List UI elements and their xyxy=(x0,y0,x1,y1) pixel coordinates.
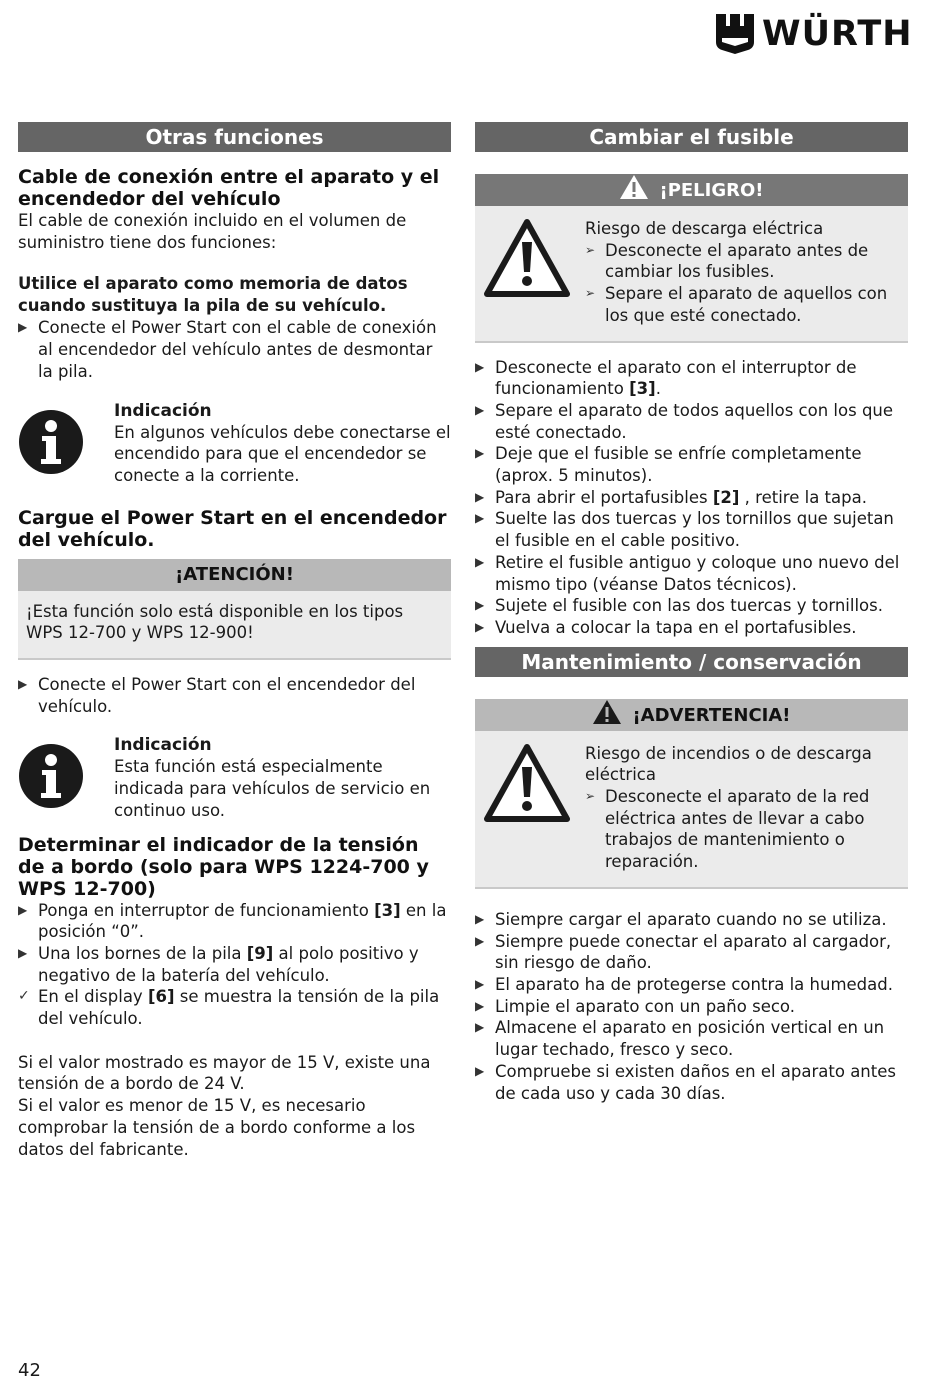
list-item: ✓ En el display [6] se muestra la tensión de la pila del vehículo. xyxy=(18,987,440,1029)
bullet-triangle-icon: ▶ xyxy=(475,489,485,504)
info-icon xyxy=(18,409,84,475)
list-item: ▶ Conecte el Power Start con el encendedor del vehículo. xyxy=(18,675,416,716)
page-number: 42 xyxy=(18,1360,41,1381)
bullet-triangle-icon: ▶ xyxy=(18,677,28,692)
heading-cargue: Cargue el Power Start en el encendedor del vehículo. xyxy=(18,506,447,551)
step-list-mantenimiento xyxy=(475,909,908,1104)
right-column xyxy=(475,122,908,1104)
list-item: ▶ Siempre cargar el aparato cuando no se utiliza. xyxy=(475,909,887,929)
bullet-triangle-icon: ▶ xyxy=(475,911,485,926)
list-item: ▶ Sujete el fusible con las dos tuercas y tornillos. xyxy=(475,596,883,616)
note-title: Indicación xyxy=(114,400,212,421)
intro-text: El cable de conexión incluido en el volumen de suministro tiene dos funciones: xyxy=(18,211,407,252)
note-text: En algunos vehículos debe conectarse el encendido para que el encendedor se conecte a la corriente. xyxy=(114,422,451,485)
warning-triangle-icon xyxy=(483,743,571,823)
bullet-triangle-icon: ▶ xyxy=(475,619,485,634)
warning-lead: Riesgo de incendios o de descarga eléctrica xyxy=(585,743,872,785)
danger-header xyxy=(475,174,908,206)
warning-triangle-icon xyxy=(483,218,571,298)
list-item: ▶ Desconecte el aparato con el interruptor de funcionamiento [3]. xyxy=(475,357,857,399)
bullet-triangle-icon: ▶ xyxy=(18,320,28,335)
section-title-otras-funciones: Otras funciones xyxy=(18,122,451,152)
list-item: ▶ Almacene el aparato en posición vertical en un lugar techado, fresco y seco. xyxy=(475,1018,885,1060)
paragraph-2: Si el valor es menor de 15 V, es necesario comprobar la tensión de a bordo conforme a los datos del fabricante. xyxy=(18,1096,416,1159)
step-list-fusible xyxy=(475,357,908,639)
list-item: ▶ Ponga en interruptor de funcionamiento [3] en la posición “0”. xyxy=(18,900,447,942)
bullet-triangle-icon: ▶ xyxy=(475,446,485,461)
attention-title: ¡ATENCIÓN! xyxy=(18,559,451,591)
list-item: ➢ Separe el aparato de aquellos con los que esté conectado. xyxy=(585,284,888,325)
bullet-triangle-icon: ▶ xyxy=(475,976,485,991)
info-icon xyxy=(18,743,84,809)
wurth-logo xyxy=(716,14,913,54)
list-item: ▶ Una los bornes de la pila [9] al polo positivo y negativo de la batería del vehículo. xyxy=(18,943,419,985)
warning-list xyxy=(585,786,896,873)
bullet-triangle-icon: ▶ xyxy=(475,511,485,526)
step-list-memoria xyxy=(18,317,451,382)
brand-name: WÜRTH xyxy=(762,14,913,54)
bullet-triangle-icon: ▶ xyxy=(475,998,485,1013)
note-indicacion-2 xyxy=(18,735,451,821)
danger-title: ¡PELIGRO! xyxy=(659,180,764,201)
list-item: ▶ Siempre puede conectar el aparato al cargador, sin riesgo de daño. xyxy=(475,931,892,973)
attention-callout xyxy=(18,559,451,660)
warning-title: ¡ADVERTENCIA! xyxy=(632,704,791,726)
arrow-bullet-icon: ➢ xyxy=(585,789,596,804)
note-text: Esta función está especialmente indicada para vehículos de servicio en continuo uso. xyxy=(114,757,431,820)
arrow-bullet-icon: ➢ xyxy=(585,286,596,301)
list-item: ▶ Suelte las dos tuercas y los tornillos que sujetan el fusible en el cable positivo. xyxy=(475,509,894,551)
warning-callout xyxy=(475,699,908,889)
step-list-cargue xyxy=(18,674,451,717)
section-title-mantenimiento: Mantenimiento / conservación xyxy=(475,647,908,677)
list-item: ▶ Vuelva a colocar la tapa en el portafusibles. xyxy=(475,617,857,637)
heading-cable: Cable de conexión entre el aparato y el encendedor del vehículo xyxy=(18,166,440,210)
paragraph-1: Si el valor mostrado es mayor de 15 V, existe una tensión de a bordo de 24 V. xyxy=(18,1052,431,1094)
attention-text: ¡Esta función solo está disponible en los tipos WPS 12-700 y WPS 12-900! xyxy=(26,601,404,643)
left-column xyxy=(18,122,451,1160)
list-item: ▶ Deje que el fusible se enfríe completamente (aprox. 5 minutos). xyxy=(475,444,862,486)
wurth-logo-icon xyxy=(716,14,754,54)
bullet-triangle-icon: ▶ xyxy=(18,945,28,960)
bullet-triangle-icon: ▶ xyxy=(475,402,485,417)
bullet-triangle-icon: ▶ xyxy=(475,1020,485,1035)
list-item: ▶ Separe el aparato de todos aquellos con los que esté conectado. xyxy=(475,400,894,442)
bullet-triangle-icon: ▶ xyxy=(475,598,485,613)
danger-lead: Riesgo de descarga eléctrica xyxy=(585,219,824,238)
bullet-triangle-icon: ▶ xyxy=(475,933,485,948)
bullet-triangle-icon: ▶ xyxy=(475,359,485,374)
bullet-triangle-icon: ▶ xyxy=(18,902,28,917)
list-item: ▶ El aparato ha de protegerse contra la humedad. xyxy=(475,974,893,994)
section-title-cambiar-fusible: Cambiar el fusible xyxy=(475,122,908,152)
list-item: ➢ Desconecte el aparato antes de cambiar los fusibles. xyxy=(585,240,869,282)
warning-triangle-icon xyxy=(619,174,649,200)
warning-triangle-icon xyxy=(592,699,622,725)
warning-header xyxy=(475,699,908,731)
danger-list xyxy=(585,240,896,327)
list-item: ➢ Desconecte el aparato de la red eléctrica antes de llevar a cabo trabajos de mantenimiento o reparación. xyxy=(585,787,870,872)
list-item: ▶ Para abrir el portafusibles [2] , retire la tapa. xyxy=(475,487,867,507)
note-title: Indicación xyxy=(114,735,212,756)
list-item: ▶ Conecte el Power Start con el cable de conexión al encendedor del vehículo antes de desmontar la pila. xyxy=(18,318,437,381)
danger-callout xyxy=(475,174,908,343)
list-item: ▶ Retire el fusible antiguo y coloque uno nuevo del mismo tipo (véanse Datos técnicos). xyxy=(475,552,900,594)
arrow-bullet-icon: ➢ xyxy=(585,242,596,257)
note-indicacion-1 xyxy=(18,401,451,487)
list-item: ▶ Limpie el aparato con un paño seco. xyxy=(475,996,795,1016)
checkmark-icon: ✓ xyxy=(18,988,30,1005)
subheading-memoria: Utilice el aparato como memoria de datos cuando sustituya la pila de su vehículo. xyxy=(18,274,408,316)
bullet-triangle-icon: ▶ xyxy=(475,554,485,569)
list-item: ▶ Compruebe si existen daños en el aparato antes de cada uso y cada 30 días. xyxy=(475,1061,896,1103)
step-list-tension xyxy=(18,900,451,1030)
bullet-triangle-icon: ▶ xyxy=(475,1063,485,1078)
heading-tension: Determinar el indicador de la tensión de a bordo (solo para WPS 1224-700 y WPS 12-700) xyxy=(18,833,429,900)
